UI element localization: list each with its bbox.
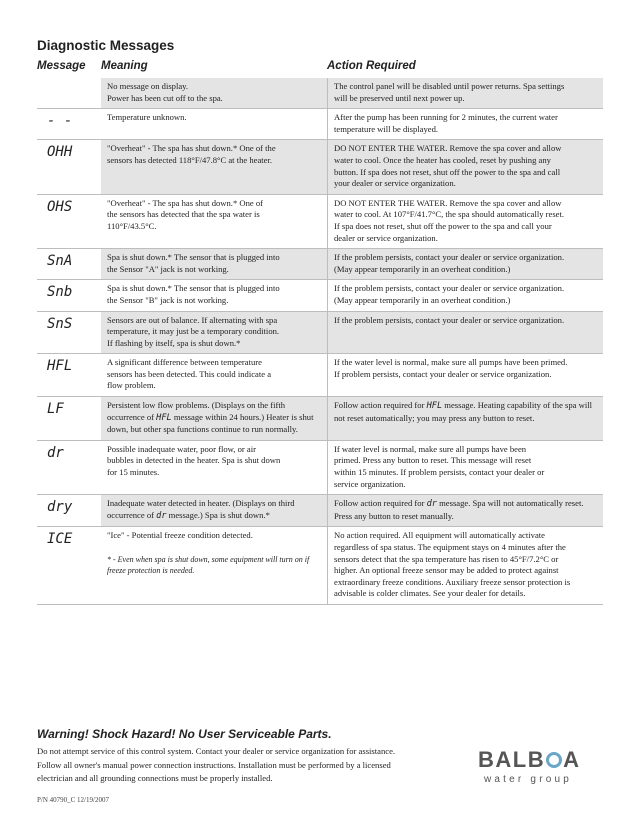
text-line: No action required. All equipment will automatically activate bbox=[334, 530, 545, 541]
text-line: If the problem persists, contact your dealer or service organization. bbox=[334, 283, 565, 294]
logo-subtitle: water group bbox=[484, 774, 573, 785]
table-row bbox=[37, 311, 603, 354]
header-action: Action Required bbox=[327, 60, 416, 72]
text-line: higher. An optional freeze sensor may be added to protect against bbox=[334, 565, 559, 576]
meaning-cell bbox=[101, 440, 328, 494]
text-part: message within 24 hours.) Heater is shut down, but other spa functions continue to run normally. bbox=[107, 411, 314, 435]
meaning-cell bbox=[101, 527, 328, 605]
text-line: your dealer or service organization. bbox=[334, 178, 456, 189]
action-cell bbox=[328, 140, 604, 194]
text-line: primed. Press any button to reset. This message will reset bbox=[334, 455, 532, 466]
action-cell bbox=[328, 194, 604, 248]
logo-ring-icon bbox=[546, 752, 562, 768]
message-code bbox=[37, 78, 101, 109]
table-row bbox=[37, 249, 603, 280]
message-code: ICE bbox=[37, 527, 101, 605]
message-code: LF bbox=[37, 397, 101, 441]
text-line: If problem persists, contact your dealer or service organization. bbox=[334, 368, 552, 379]
table-row bbox=[37, 354, 603, 397]
action-cell bbox=[328, 354, 604, 397]
text-line: within 15 minutes. If problem persists, contact your dealer or bbox=[334, 467, 545, 478]
text-line: 110°F/43.5°C. bbox=[107, 220, 157, 231]
message-code: Snb bbox=[37, 280, 101, 311]
text-line: DO NOT ENTER THE WATER. Remove the spa cover and allow bbox=[334, 197, 562, 208]
text-line: Spa is shut down.* The sensor that is plugged into bbox=[107, 283, 280, 294]
text-part: Follow action required for bbox=[334, 400, 427, 411]
text-line: for 15 minutes. bbox=[107, 467, 160, 478]
meaning-cell bbox=[101, 109, 328, 140]
text-line: temperature will be displayed. bbox=[334, 123, 439, 134]
balboa-logo bbox=[478, 748, 608, 798]
text-part: message. Heating capability of the spa will not reset automatically; you may press any button to reset. bbox=[334, 400, 593, 423]
part-number: P/N 40790_C 12/19/2007 bbox=[37, 796, 109, 804]
meaning-cell bbox=[101, 140, 328, 194]
meaning-cell bbox=[101, 397, 328, 441]
action-cell bbox=[328, 78, 604, 109]
text-line: sensors has been detected. This could indicate a bbox=[107, 368, 272, 379]
message-code: - - bbox=[37, 109, 101, 140]
text-line: the Sensor "B" jack is not working. bbox=[107, 294, 229, 305]
text-line: "Overheat" - The spa has shut down.* One of the bbox=[107, 143, 276, 154]
message-code: HFL bbox=[37, 354, 101, 397]
text-line: extraordinary freeze conditions. Auxiliary freeze sensor protection is bbox=[334, 576, 571, 587]
logo-text-right: A bbox=[563, 747, 581, 772]
message-code: dr bbox=[37, 440, 101, 494]
table-row bbox=[37, 440, 603, 494]
text-line: DO NOT ENTER THE WATER. Remove the spa cover and allow bbox=[334, 143, 562, 154]
text-line: "Ice" - Potential freeze condition detected. bbox=[107, 530, 253, 541]
text-line: flow problem. bbox=[107, 380, 156, 391]
text-line: Sensors are out of balance. If alternating with spa bbox=[107, 314, 278, 325]
table-row bbox=[37, 109, 603, 140]
table-row bbox=[37, 194, 603, 248]
action-cell bbox=[328, 495, 604, 527]
text-line: If spa does not reset, shut off the power to the spa and call your bbox=[334, 220, 552, 231]
text-line: water to cool. Once the heater has cooled, reset by pushing any bbox=[334, 154, 551, 165]
diagnostic-table bbox=[37, 78, 603, 605]
text-line: water to cool. At 107°F/41.7°C, the spa should automatically reset. bbox=[334, 209, 565, 220]
text-line: If the problem persists, contact your dealer or service organization. bbox=[334, 314, 565, 325]
text-line: (May appear temporarily in an overheat condition.) bbox=[334, 263, 511, 274]
warning-line: Follow all owner's manual power connection instructions. Installation must be performed by a licensed bbox=[37, 759, 391, 770]
text-line: will be preserved until next power up. bbox=[334, 92, 465, 103]
text-part: Persistent low flow problems. (Displays on the fifth occurrence of bbox=[107, 400, 286, 422]
text-line: button. If spa does not reset, shut off the power to the spa and call bbox=[334, 166, 561, 177]
page-title: Diagnostic Messages bbox=[37, 38, 175, 53]
action-cell bbox=[328, 527, 604, 605]
text-line: After the pump has been running for 2 minutes, the current water bbox=[334, 112, 558, 123]
header-message: Message bbox=[37, 60, 86, 72]
action-cell bbox=[328, 249, 604, 280]
text-line: Spa is shut down.* The sensor that is plugged into bbox=[107, 252, 280, 263]
meaning-cell bbox=[101, 78, 328, 109]
text-line: sensors detect that the spa temperature has risen to 45°F/7.2°C or bbox=[334, 553, 559, 564]
text-line: the Sensor "A" jack is not working. bbox=[107, 263, 229, 274]
text-line: If the problem persists, contact your dealer or service organization. bbox=[334, 252, 565, 263]
action-cell bbox=[328, 440, 604, 494]
meaning-cell bbox=[101, 354, 328, 397]
warning-line: Do not attempt service of this control system. Contact your dealer or service organization for assistance. bbox=[37, 746, 396, 756]
table-row bbox=[37, 495, 603, 527]
logo-text-left: BALB bbox=[478, 747, 546, 772]
text-part: message. Spa will not automatically reset. Press any button to reset manually. bbox=[334, 498, 584, 521]
text-line: Power has been cut off to the spa. bbox=[107, 92, 223, 103]
text-line: sensors has detected 118°F/47.8°C at the heater. bbox=[107, 154, 273, 165]
meaning-cell bbox=[101, 495, 328, 527]
text-part: Inadequate water detected in heater. (Displays on third occurrence of bbox=[107, 498, 295, 520]
warning-line: electrician and all grounding connections must be properly installed. bbox=[37, 773, 273, 783]
text-line: No message on display. bbox=[107, 81, 189, 91]
text-line: If flashing by itself, spa is shut down.* bbox=[107, 337, 241, 348]
text-line: Possible inadequate water, poor flow, or air bbox=[107, 443, 256, 454]
text-line: Temperature unknown. bbox=[107, 112, 187, 123]
table-row bbox=[37, 527, 603, 605]
text-part: Follow action required for bbox=[334, 498, 427, 509]
message-code: SnA bbox=[37, 249, 101, 280]
text-line: If the water level is normal, make sure all pumps have been primed. bbox=[334, 357, 568, 368]
inline-code: dr bbox=[426, 499, 437, 510]
text-line: advisable is colder climates. See your dealer for details. bbox=[334, 588, 526, 599]
text-line: service organization. bbox=[334, 478, 406, 489]
action-cell bbox=[328, 280, 604, 311]
message-code: dry bbox=[37, 495, 101, 527]
message-code: OHH bbox=[37, 140, 101, 194]
text-part: message.) Spa is shut down.* bbox=[166, 509, 270, 520]
meaning-cell bbox=[101, 194, 328, 248]
text-line: temperature, it may just be a temporary condition. bbox=[107, 326, 280, 337]
warning-title: Warning! Shock Hazard! No User Serviceable Parts. bbox=[37, 727, 332, 741]
inline-code: dr bbox=[156, 510, 167, 521]
action-cell bbox=[328, 397, 604, 441]
text-line: dealer or service organization. bbox=[334, 232, 438, 243]
warning-text bbox=[37, 745, 437, 786]
action-cell bbox=[328, 109, 604, 140]
text-line: "Overheat" - The spa has shut down.* One of bbox=[107, 197, 264, 208]
text-line: A significant difference between temperature bbox=[107, 357, 262, 368]
message-code: SnS bbox=[37, 311, 101, 354]
meaning-cell bbox=[101, 311, 328, 354]
message-code: OHS bbox=[37, 194, 101, 248]
action-cell bbox=[328, 311, 604, 354]
inline-code: HFL bbox=[156, 412, 172, 423]
header-meaning: Meaning bbox=[101, 60, 148, 72]
text-line: The control panel will be disabled until power returns. Spa settings bbox=[334, 81, 565, 91]
text-line: bubbles in detected in the heater. Spa is shut down bbox=[107, 455, 281, 466]
text-line: If water level is normal, make sure all pumps have been bbox=[334, 443, 527, 454]
text-line: the sensors has detected that the spa water is bbox=[107, 209, 260, 220]
table-row bbox=[37, 78, 603, 109]
meaning-cell bbox=[101, 280, 328, 311]
meaning-cell bbox=[101, 249, 328, 280]
table-row bbox=[37, 280, 603, 311]
table-row bbox=[37, 397, 603, 441]
inline-code: HFL bbox=[426, 401, 443, 412]
text-line: regardless of spa status. The equipment stays on 4 minutes after the bbox=[334, 542, 566, 552]
text-line: (May appear temporarily in an overheat condition.) bbox=[334, 294, 511, 305]
footnote: * - Even when spa is shut down, some equipment will turn on if freeze protection is needed. bbox=[107, 555, 310, 575]
table-row bbox=[37, 140, 603, 194]
